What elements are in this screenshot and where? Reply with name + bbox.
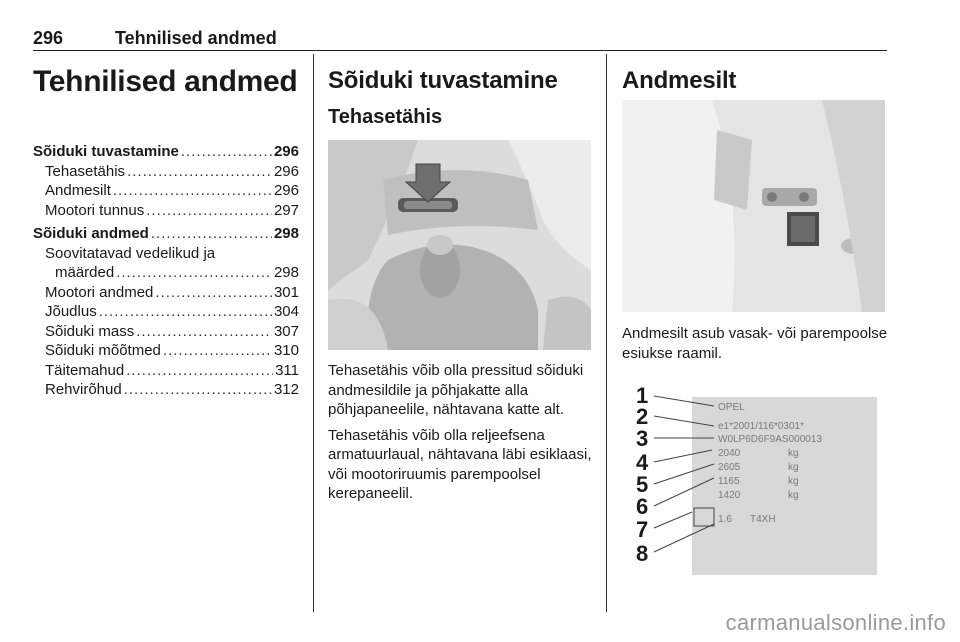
running-title: Tehnilised andmed: [115, 28, 277, 48]
gear-shift-illustration: [328, 140, 591, 350]
data-plate-illustration: [622, 372, 885, 584]
plate-line: 1420: [718, 490, 741, 501]
plate-line: 2040: [718, 448, 741, 459]
plate-line: OPEL: [718, 402, 745, 413]
page-header: [33, 26, 887, 51]
subsection-title: Tehasetähis: [328, 106, 443, 128]
paragraph: Tehasetähis võib olla pressitud sõiduki andmesildile ja põhjakatte alla põhjapaneelile, nähtavana katte alt.: [328, 362, 584, 418]
toc-entry[interactable]: Mootori tunnus ..... 297: [33, 201, 299, 221]
toc-entry[interactable]: Andmesilt ..... 296: [33, 181, 299, 201]
plate-line: 1.6: [718, 514, 732, 525]
toc-list: [33, 142, 299, 400]
toc-entry[interactable]: Sõiduki andmed ..... 298: [33, 224, 299, 244]
callout-6: 6: [636, 494, 649, 519]
plate-line: e1*2001/116*0301*: [718, 421, 805, 432]
toc-entry[interactable]: Jõudlus ..... 304: [33, 302, 299, 322]
paragraph: Tehasetähis võib olla reljeefsena armatuurlaual, nähtavana läbi esiklaasi, või mootoriruumis parempoolsel kerepaneelil.: [328, 426, 592, 502]
callout-2: 2: [636, 404, 649, 429]
data-plate-figure: [622, 372, 885, 584]
watermark: carmanualsonline.info: [725, 610, 946, 635]
door-frame-figure: [622, 100, 885, 312]
toc-entry[interactable]: Soovitatavad vedelikud ja: [45, 244, 216, 262]
plate-unit: kg: [788, 476, 799, 487]
plate-line: 1165: [718, 476, 740, 487]
door-frame-illustration: [622, 100, 885, 312]
factory-mark-text: [328, 361, 594, 510]
plate-unit: kg: [788, 490, 799, 501]
section-title: Andmesilt: [622, 67, 737, 94]
callout-4: 4: [636, 450, 649, 475]
toc-entry[interactable]: määrded ..... 298: [33, 263, 299, 283]
data-plate-text: [622, 324, 888, 369]
column-divider: [606, 54, 607, 612]
column-divider: [313, 54, 314, 612]
toc-entry[interactable]: Tehasetähis ..... 296: [33, 162, 299, 182]
callout-5: 5: [636, 472, 649, 497]
toc-entry[interactable]: Sõiduki mass ..... 307: [33, 322, 299, 342]
gear-shift-figure: [328, 140, 591, 350]
plate-line: 2605: [718, 462, 741, 473]
paragraph: Andmesilt asub vasak- või parempoolse esiukse raamil.: [622, 325, 888, 362]
plate-unit: kg: [788, 462, 799, 473]
plate-line: W0LP6D6F9AS000013: [718, 434, 822, 445]
callout-3: 3: [636, 426, 649, 451]
plate-unit: kg: [788, 448, 799, 459]
page-number: 296: [33, 28, 64, 48]
callout-7: 7: [636, 517, 649, 542]
callout-1: 1: [636, 383, 649, 408]
toc-entry[interactable]: Mootori andmed ..... 301: [33, 283, 299, 303]
toc-entry[interactable]: Sõiduki mõõtmed ..... 310: [33, 341, 299, 361]
callout-8: 8: [636, 541, 649, 566]
section-title: Sõiduki tuvastamine: [328, 67, 558, 94]
plate-line: T4XH: [750, 514, 776, 525]
toc-entry[interactable]: Sõiduki tuvastamine ..... 296: [33, 142, 299, 162]
toc-entry[interactable]: Rehvirõhud ..... 312: [33, 380, 299, 400]
chapter-title: Tehnilised andmed: [33, 65, 298, 98]
toc-entry[interactable]: Täitemahud ..... 311: [33, 361, 299, 381]
